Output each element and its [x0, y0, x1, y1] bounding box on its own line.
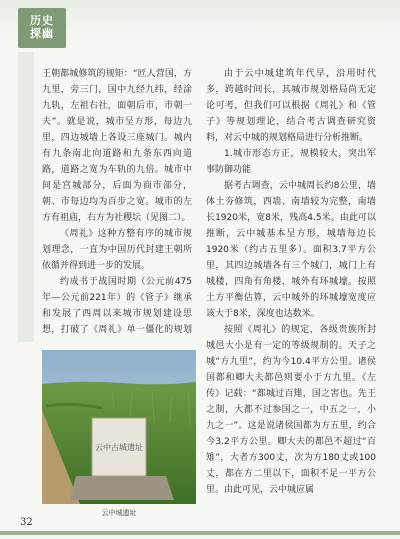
site-photo-illustration — [42, 350, 196, 504]
subheading: 1.城市形态方正，规模较大，突出军事防御功能 — [206, 149, 376, 175]
stele-inscription: 云中古城遗址 — [95, 443, 143, 452]
section-title-line2: 探幽 — [30, 27, 54, 40]
paragraph: 由于云中城建筑年代早，沿用时代多，跨越时间长，其城市规划格局尚无定论可考，但我们可以根据《周礼》和《管子》等规划理论，结合考古调查研究资料，对云中城的规划格局进行分析推断。 — [206, 69, 376, 143]
paragraph: 据考古调查，云中城周长约8公里，墙体土夯修筑，西墙、南墙较为完整，南墙长1920米，宽8米，残高4.5米。由此可以推断，云中城基本呈方形，城墙每边长1920米（约古五里多）。面积3.7平方公里，其四边城墙各有三个城门，城门上有城楼，四角有角楼，城外有环城壕。按照土方平衡估算，云中城外的环城壕宽度应该大于8米，深度也达数米。 — [206, 181, 376, 319]
paragraph: 王朝都城修筑的规矩：“匠人营国，方九里，旁三门，国中九经九纬，经涂九轨，左祖右社，面朝后市，市朝一夫”。就是说，城市呈方形，每边九里，四边城墙上各设三座城门。城内有九条南北向道路和九条东西向道路，道路之宽为车轨的九倍。城市中间是宫城部分，后面为商市部分，朝、市每边均为百步之宽。城市的左方有祖庙，右方为社稷坛（见图二）。 — [42, 69, 192, 223]
paragraph: 约成书于战国时期（公元前475年—公元前221年）的《管子》继承和发展了西周以来城市规划建设思想，打破了《周礼》单一僵化的规划 — [42, 277, 192, 335]
decorative-strip — [18, 52, 34, 342]
footer-rule — [0, 531, 400, 535]
photo-caption: 云中城遗址 — [101, 509, 137, 517]
right-column — [206, 66, 376, 511]
section-badge — [18, 8, 66, 48]
paragraph: 《周礼》这种方整有序的城市规划理念，一直为中国历代封建王朝所依循并得到进一步的发展。 — [42, 229, 192, 271]
page-number: 32 — [20, 517, 33, 528]
left-column — [42, 66, 192, 336]
site-photo — [42, 350, 196, 504]
section-title-line1: 历史 — [30, 14, 54, 28]
paragraph: 按照《周礼》的规定，各级贵族所封城邑大小是有一定的等级规制的。天子之城“方九里”，约为今10.4平方公里。诸侯国都和卿大夫都邑则要小于方九里。《左传》记载：“都城过百雉，国之害也。先王之制，大都不过参国之一，中五之一，小九之一”。这是说诸侯国都为方五里，约合今3.2平方公里。卿大夫的都邑不超过“百雉”，大者方300丈，次为方180丈或100丈，都在方二里以下，面积不足一平方公里。由此可见，云中城应属 — [206, 325, 376, 495]
